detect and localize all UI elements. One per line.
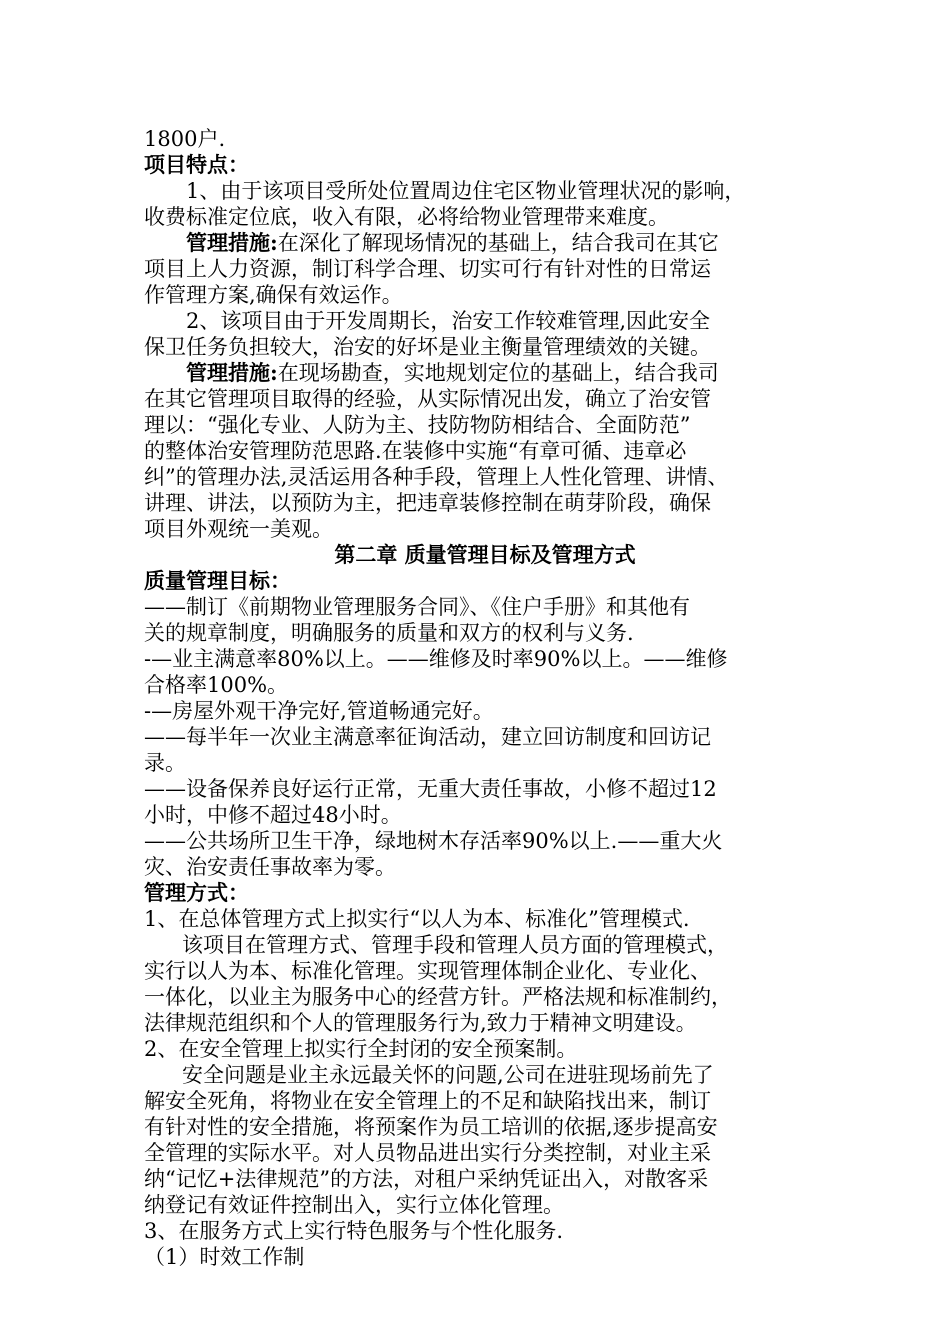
paragraph-text: 纳登记有效证件控制出入，实行立体化管理。 — [144, 1193, 564, 1217]
paragraph-text: 项目上人力资源，制订科学合理、切实可行有针对性的日常运 — [144, 257, 711, 281]
paragraph-text: （1）时效工作制 — [144, 1245, 305, 1269]
paragraph-text: 理以：“强化专业、人防为主、技防物防相结合、全面防范” — [144, 413, 691, 437]
section-label — [144, 152, 826, 178]
measure-label: 管理措施: — [186, 360, 278, 385]
paragraph-line — [144, 958, 826, 984]
paragraph-line — [144, 256, 826, 282]
paragraph-line — [144, 490, 826, 516]
section-label-text: 管理方式： — [144, 880, 249, 905]
paragraph-text: 实行以人为本、标准化管理。实现管理体制企业化、专业化、 — [144, 959, 711, 983]
paragraph-text: ——设备保养良好运行正常，无重大责任事故，小修不超过12 — [144, 777, 717, 801]
paragraph-line — [144, 412, 826, 438]
paragraph-text: 2、该项目由于开发周期长，治安工作较难管理,因此安全 — [186, 309, 711, 333]
section-label-text: 项目特点： — [144, 152, 249, 177]
paragraph-line — [144, 1218, 826, 1244]
paragraph-line — [144, 724, 826, 750]
paragraph-line — [144, 1244, 826, 1270]
paragraph-line — [144, 282, 826, 308]
chapter-heading-text: 第二章 质量管理目标及管理方式 — [334, 542, 636, 567]
paragraph-line — [144, 594, 826, 620]
paragraph-line — [144, 620, 826, 646]
paragraph-text: 一体化，以业主为服务中心的经营方针。严格法规和标准制约， — [144, 985, 732, 1009]
paragraph-line — [144, 308, 826, 334]
chapter-heading — [144, 542, 826, 568]
measure-label: 管理措施: — [186, 230, 278, 255]
paragraph-text: 在其它管理项目取得的经验，从实际情况出发，确立了治安管 — [144, 387, 711, 411]
paragraph-text: ——制订《前期物业管理服务合同》、《住户手册》和其他有 — [144, 595, 690, 619]
paragraph-line — [144, 204, 826, 230]
paragraph-line — [144, 698, 826, 724]
paragraph-text: 项目外观统一美观。 — [144, 517, 333, 541]
paragraph-text: 1、由于该项目受所处位置周边住宅区物业管理状况的影响， — [186, 179, 746, 203]
document-body — [144, 126, 826, 1270]
paragraph-line — [144, 750, 826, 776]
paragraph-line — [144, 386, 826, 412]
paragraph-line — [144, 1140, 826, 1166]
section-label-text: 质量管理目标： — [144, 568, 291, 593]
paragraph-line — [144, 802, 826, 828]
paragraph-line — [144, 360, 826, 386]
paragraph-line — [144, 178, 826, 204]
paragraph-line — [144, 1010, 826, 1036]
paragraph-text: 2、在安全管理上拟实行全封闭的安全预案制。 — [144, 1037, 578, 1061]
paragraph-line — [144, 672, 826, 698]
paragraph-text: 安全问题是业主永远最关怀的问题,公司在进驻现场前先了 — [182, 1063, 714, 1087]
paragraph-line — [144, 646, 826, 672]
paragraph-text: 关的规章制度，明确服务的质量和双方的权利与义务. — [144, 621, 634, 645]
paragraph-text: 在深化了解现场情况的基础上，结合我司在其它 — [277, 231, 719, 255]
paragraph-line — [144, 906, 826, 932]
paragraph-text: 的整体治安管理防范思路.在装修中实施“有章可循、违章必 — [144, 439, 687, 463]
paragraph-line — [144, 464, 826, 490]
paragraph-line — [144, 932, 826, 958]
paragraph-text: 3、在服务方式上实行特色服务与个性化服务. — [144, 1219, 564, 1243]
section-label — [144, 568, 826, 594]
paragraph-line — [144, 1036, 826, 1062]
paragraph-line — [144, 776, 826, 802]
paragraph-line — [144, 828, 826, 854]
paragraph-text: 小时，中修不超过48小时。 — [144, 803, 402, 827]
paragraph-text: ——公共场所卫生干净，绿地树木存活率90%以上.——重大火 — [144, 829, 723, 853]
paragraph-text: 作管理方案,确保有效运作。 — [144, 283, 403, 307]
paragraph-text: 纳“记忆+法律规范”的方法，对租户采纳凭证出入，对散客采 — [144, 1167, 709, 1191]
paragraph-text: 1、在总体管理方式上拟实行“以人为本、标准化”管理模式. — [144, 907, 690, 931]
paragraph-line — [144, 1062, 826, 1088]
paragraph-text: 纠”的管理办法,灵活运用各种手段，管理上人性化管理、讲情、 — [144, 465, 729, 489]
paragraph-line — [144, 516, 826, 542]
paragraph-text: 合格率100%。 — [144, 673, 289, 697]
paragraph-text: 在现场勘查，实地规划定位的基础上，结合我司 — [277, 361, 719, 385]
paragraph-text: 讲理、讲法，以预防为主，把违章装修控制在萌芽阶段，确保 — [144, 491, 711, 515]
paragraph-line — [144, 438, 826, 464]
paragraph-line — [144, 1088, 826, 1114]
paragraph-line — [144, 1166, 826, 1192]
paragraph-line — [144, 126, 826, 152]
paragraph-line — [144, 854, 826, 880]
paragraph-line — [144, 1192, 826, 1218]
paragraph-text: 收费标准定位底，收入有限，必将给物业管理带来难度。 — [144, 205, 669, 229]
paragraph-text: 有针对性的安全措施，将预案作为员工培训的依据,逐步提高安 — [144, 1115, 718, 1139]
paragraph-line — [144, 984, 826, 1010]
paragraph-line — [144, 230, 826, 256]
paragraph-text: 录。 — [144, 751, 186, 775]
paragraph-text: -—房屋外观干净完好,管道畅通完好。 — [144, 699, 494, 723]
paragraph-text: 该项目在管理方式、管理手段和管理人员方面的管理模式， — [182, 933, 728, 957]
section-label — [144, 880, 826, 906]
paragraph-text: 灾、治安责任事故率为零。 — [144, 855, 396, 879]
paragraph-text: 全管理的实际水平。对人员物品进出实行分类控制，对业主采 — [144, 1141, 711, 1165]
paragraph-line — [144, 334, 826, 360]
paragraph-text: 保卫任务负担较大，治安的好坏是业主衡量管理绩效的关键。 — [144, 335, 711, 359]
paragraph-text: 1800户. — [144, 127, 226, 151]
paragraph-text: 法律规范组织和个人的管理服务行为,致力于精神文明建设。 — [144, 1011, 697, 1035]
paragraph-text: -—业主满意率80%以上。——维修及时率90%以上。——维修 — [144, 647, 728, 671]
paragraph-text: ——每半年一次业主满意率征询活动，建立回访制度和回访记 — [144, 725, 711, 749]
paragraph-line — [144, 1114, 826, 1140]
paragraph-text: 解安全死角，将物业在安全管理上的不足和缺陷找出来，制订 — [144, 1089, 711, 1113]
